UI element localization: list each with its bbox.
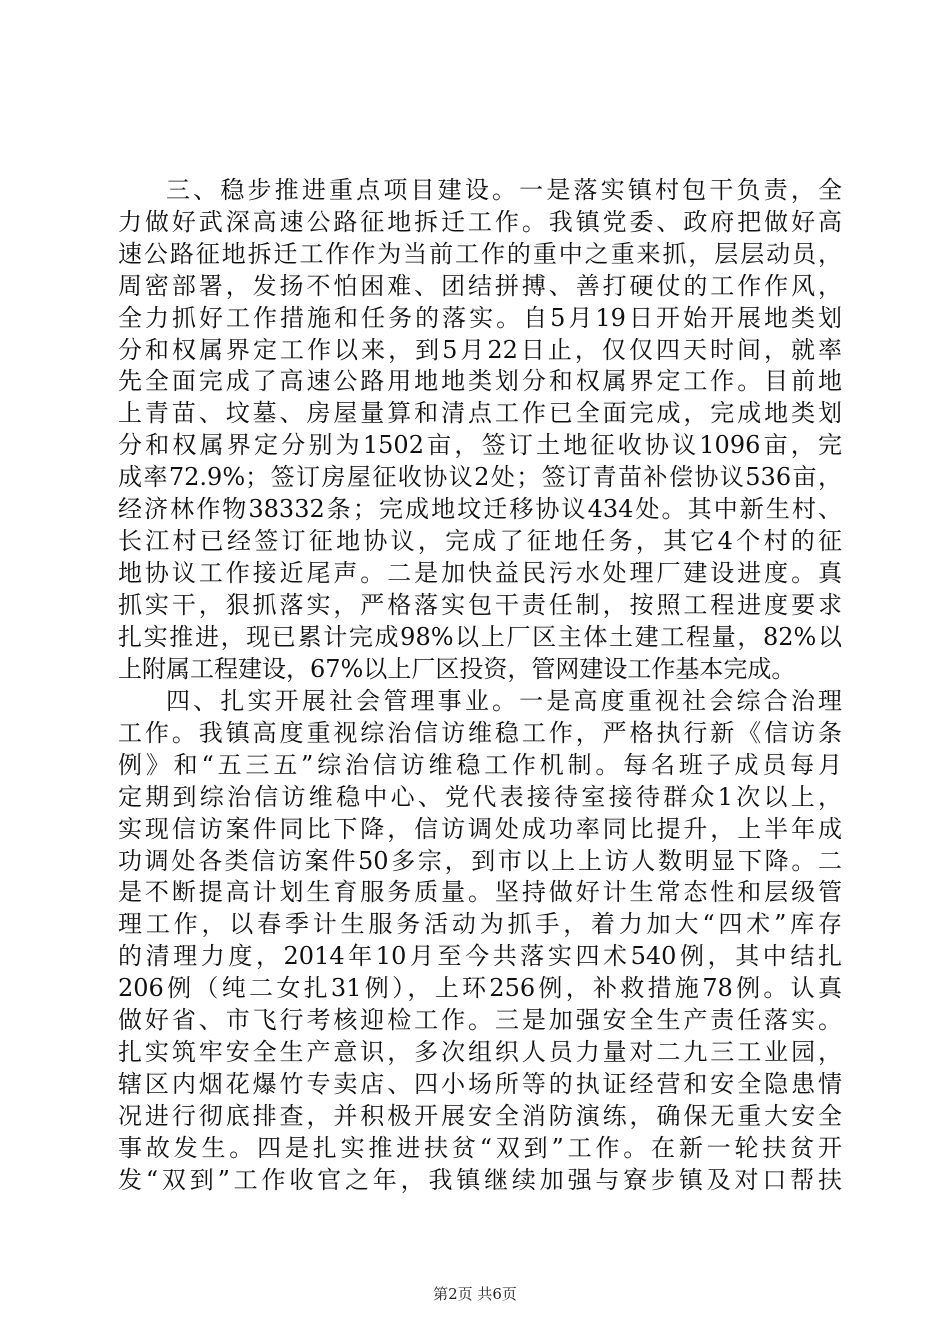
text-line: 做好省、市飞行考核迎检工作。三是加强安全生产责任落实。: [118, 1006, 842, 1035]
paragraph-social-management: [118, 686, 842, 1197]
text-line: 事故发生。四是扎实推进扶贫“双到”工作。在新一轮扶贫开: [118, 1133, 842, 1162]
text-line: 三、稳步推进重点项目建设。一是落实镇村包干负责，全: [166, 176, 842, 204]
text-line: 分和权属界定分别为1502亩，签订土地征收协议1096亩，完: [118, 431, 842, 460]
text-line: 发“双到”工作收官之年，我镇继续加强与寮步镇及对口帮扶: [118, 1165, 842, 1194]
paragraph-key-projects: [118, 175, 842, 686]
text-line: 工作。我镇高度重视综治信访维稳工作，严格执行新《信访条: [118, 718, 842, 747]
text-line: 的清理力度，2014年10月至今共落实四术540例，其中结扎: [118, 942, 842, 971]
page-number-footer: 第2页 共6页: [433, 1285, 517, 1303]
text-line: 况进行彻底排查，并积极开展安全消防演练，确保无重大安全: [118, 1101, 842, 1130]
text-line: 力做好武深高速公路征地拆迁工作。我镇党委、政府把做好高: [118, 207, 842, 236]
text-line: 成率72.9%；签订房屋征收协议2处；签订青苗补偿协议536亩，: [118, 463, 842, 492]
text-line: 先全面完成了高速公路用地地类划分和权属界定工作。目前地: [118, 367, 842, 396]
text-line: 功调处各类信访案件50多宗，到市以上上访人数明显下降。二: [118, 846, 842, 875]
text-line: 分和权属界定工作以来，到5月22日止，仅仅四天时间，就率: [118, 335, 842, 364]
text-line: 理工作，以春季计生服务活动为抓手，着力加大“四术”库存: [118, 910, 842, 939]
text-line: 扎实筑牢安全生产意识，多次组织人员力量对二九三工业园，: [118, 1037, 842, 1066]
text-line: 是不断提高计划生育服务质量。坚持做好计生常态性和层级管: [118, 878, 842, 907]
text-line: 四、扎实开展社会管理事业。一是高度重视社会综合治理: [166, 687, 842, 715]
text-line: 实现信访案件同比下降，信访调处成功率同比提升，上半年成: [118, 814, 842, 843]
text-line: 经济林作物38332条；完成地坟迁移协议434处。其中新生村、: [118, 495, 842, 524]
text-line: 全力抓好工作措施和任务的落实。自5月19日开始开展地类划: [118, 303, 842, 332]
text-line: 上青苗、坟墓、房屋量算和清点工作已全面完成，完成地类划: [118, 399, 842, 428]
text-line: 周密部署，发扬不怕困难、团结拼搏、善打硬仗的工作作风，: [118, 271, 842, 300]
text-line: 长江村已经签订征地协议，完成了征地任务，其它4个村的征: [118, 526, 842, 555]
text-line: 定期到综治信访维稳中心、党代表接待室接待群众1次以上，: [118, 782, 842, 811]
text-line: 上附属工程建设，67%以上厂区投资，管网建设工作基本完成。: [118, 654, 796, 683]
text-line: 辖区内烟花爆竹专卖店、四小场所等的执证经营和安全隐患情: [118, 1069, 842, 1098]
text-line: 例》和“五三五”综治信访维稳工作机制。每名班子成员每月: [118, 750, 842, 779]
text-line: 地协议工作接近尾声。二是加快益民污水处理厂建设进度。真: [118, 558, 842, 587]
text-line: 抓实干，狠抓落实，严格落实包干责任制，按照工程进度要求: [118, 590, 842, 619]
text-line: 206例（纯二女扎31例），上环256例，补救措施78例。认真: [118, 974, 842, 1003]
text-line: 速公路征地拆迁工作作为当前工作的重中之重来抓，层层动员，: [118, 239, 842, 268]
text-line: 扎实推进，现已累计完成98%以上厂区主体土建工程量，82%以: [118, 622, 842, 651]
